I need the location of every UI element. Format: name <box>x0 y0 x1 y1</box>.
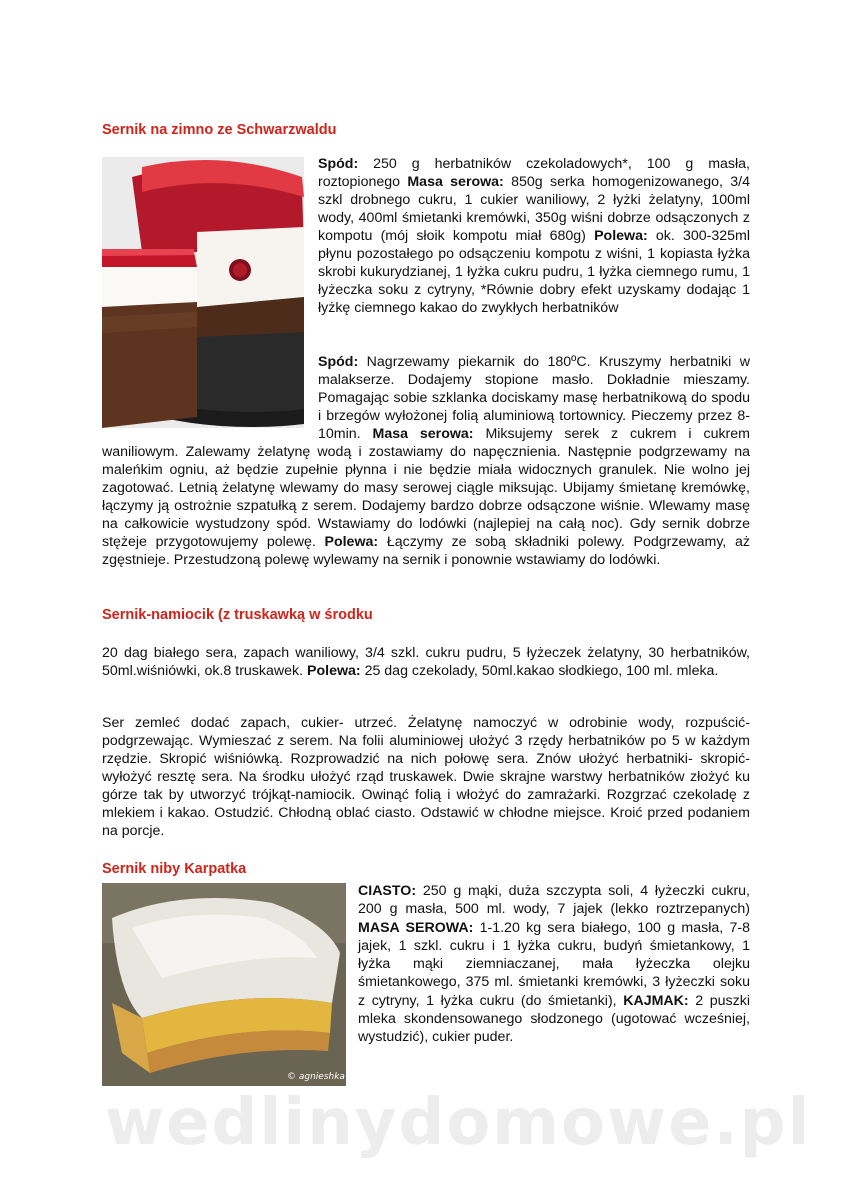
recipe1-ingredients <box>318 155 750 317</box>
karpatka-illustration <box>102 883 346 1086</box>
recipe-title-namiocik: Sernik-namiocik (z truskawką w środku <box>102 607 373 623</box>
recipe2-preparation <box>102 714 750 840</box>
ciasto-text: 250 g mąki, duża szczypta soli, 4 łyżeczki cukru, 200 g masła, 500 ml. wody, 7 jajek (lekko roztrzepanych) <box>358 883 750 918</box>
prep-spod-label: Spód: <box>318 354 359 370</box>
recipe2-ing-text: 20 dag białego sera, zapach waniliowy, 3/4 szkl. cukru pudru, 5 łyżeczek żelatyny, 30 herbatników, 50ml.wiśniówki, ok.8 truskawek. <box>102 645 750 679</box>
prep-masa-label: Masa serowa: <box>372 426 474 442</box>
photo-caption: © agnieshka <box>287 1072 345 1082</box>
karpatka-photo <box>102 883 346 1086</box>
ing-spod-label: Spód: <box>318 156 359 172</box>
masa-serowa-label: MASA SEROWA: <box>358 919 474 936</box>
recipe3-ingredients <box>358 882 750 1047</box>
ciasto-label: CIASTO: <box>358 883 417 899</box>
recipe2-polewa-text: 25 dag czekolady, 50ml.kakao słodkiego, 100 ml. mleka. <box>360 663 719 679</box>
ing-spod-text: 250 g herbatników czekoladowych*, 100 g masła, roztopionego <box>318 156 750 190</box>
prep-masa-text: Miksujemy serek z cukrem i cukrem waniliowym. Zalewamy żelatynę wodą i zostawiamy do napęcznienia. Następnie podgrzewamy na maleńkim ogniu, aż będzie zupełnie płynna i nie będzie miała widocznych granulek. Nie wolno jej zagotować. Letnią żelatynę wlewamy do masy serowej ciągle miksując. Ubijamy śmietanę kremówkę, łączymy ją ostrożnie szpatułką z serem. Dodajemy bardzo dobrze odsączone wiśnie. Wlewamy masę na całkowicie wystudzony spód. Wstawiamy do lodówki (najlepiej na całą noc). Gdy sernik dobrze stężeje przygotowujemy polewę. <box>102 426 750 550</box>
ing-polewa-label: Polewa: <box>594 228 648 244</box>
recipe-title-karpatka: Sernik niby Karpatka <box>102 861 247 877</box>
masa-serowa-text: 1-1.20 kg sera białego, 100 g masła, 7-8 jajek, 1 szkl. cukru i 1 łyżka cukru, budyń śmietankowy, 1 łyżka mąki ziemniaczanej, mała łyżeczka olejku śmietankowego, 375 ml. śmietanki kremówki, 3 łyżeczki soku z cytryny, 1 łyżka cukru (do śmietanki), <box>358 919 750 1009</box>
ing-masa-label: Masa serowa: <box>407 174 504 190</box>
recipe-title-schwarzwald: Sernik na zimno ze Schwarzwaldu <box>102 122 337 138</box>
ing-masa-text: 850g serka homogenizowanego, 3/4 szkl drobnego cukru, 1 cukier waniliowy, 2 łyżki żelatyny, 100ml wody, 400ml śmietanki kremówki, 350g wiśni dobrze odsączonych z kompotu (mój słoik kompotu miał 680g) <box>318 174 750 244</box>
prep-polewa-text: Łączymy ze sobą składniki polewy. Podgrzewamy, aż zgęstnieje. Przestudzoną polewę wylewamy na sernik i ponownie wstawiamy do lodówki. <box>102 534 750 568</box>
recipe2-polewa-label: Polewa: <box>307 663 361 679</box>
recipe2-prep-text: Ser zemleć dodać zapach, cukier- utrzeć. Żelatynę namoczyć w odrobinie wody, rozpuścić- podgrzewając. Wymieszać z serem. Na folii aluminiowej ułożyć 3 rzędy herbatników po 5 w każdym rzędzie. Skropić wiśniówką. Rozprowadzić na nich połowę sera. Znów ułożyć herbatniki- skropić- wyłożyć resztę sera. Na środku ułożyć rząd truskawek. Dwie skrajne warstwy herbatników złożyć ku górze tak by utworzyć trójkąt-namiocik. Owinąć folią i włożyć do zamrażarki. Rozgrzać czekoladę z mlekiem i kakao. Ostudzić. Chłodną oblać ciasto. Odstawić w chłodne miejsce. Kroić przed podaniem na porcje. <box>102 715 750 839</box>
prep-spod-text: Nagrzewamy piekarnik do 180ºC. Kruszymy herbatniki w malakserze. Dodajemy stopione masło. Dokładnie mieszamy. Pomagając sobie szklanka dociskamy masę herbatnikową do spodu i brzegów wyłożonej folią aluminiową tortownicy. Pieczemy przez 8-10min. <box>318 354 750 442</box>
prep-polewa-label: Polewa: <box>324 534 379 550</box>
recipe2-ingredients <box>102 644 750 680</box>
ing-polewa-text: ok. 300-325ml płynu pozostałego po odsączeniu kompotu z wiśni, 1 kopiasta łyżka skrobi kukurydzianej, 1 łyżka cukru pudru, 1 łyżka ciemnego rumu, 1 łyżeczka soku z cytryny, *Równie dobry efekt uzyskamy dodając 1 łyżkę ciemnego kakao do zwykłych herbatników <box>318 228 750 316</box>
kajmak-text: 2 puszki mleka skondensowanego słodzonego (ugotować wcześniej, wystudzić), cukier puder. <box>358 992 750 1046</box>
kajmak-label: KAJMAK: <box>623 992 689 1009</box>
site-watermark: wedlinydomowe.pl <box>105 1086 812 1160</box>
recipe1-preparation <box>102 353 750 569</box>
